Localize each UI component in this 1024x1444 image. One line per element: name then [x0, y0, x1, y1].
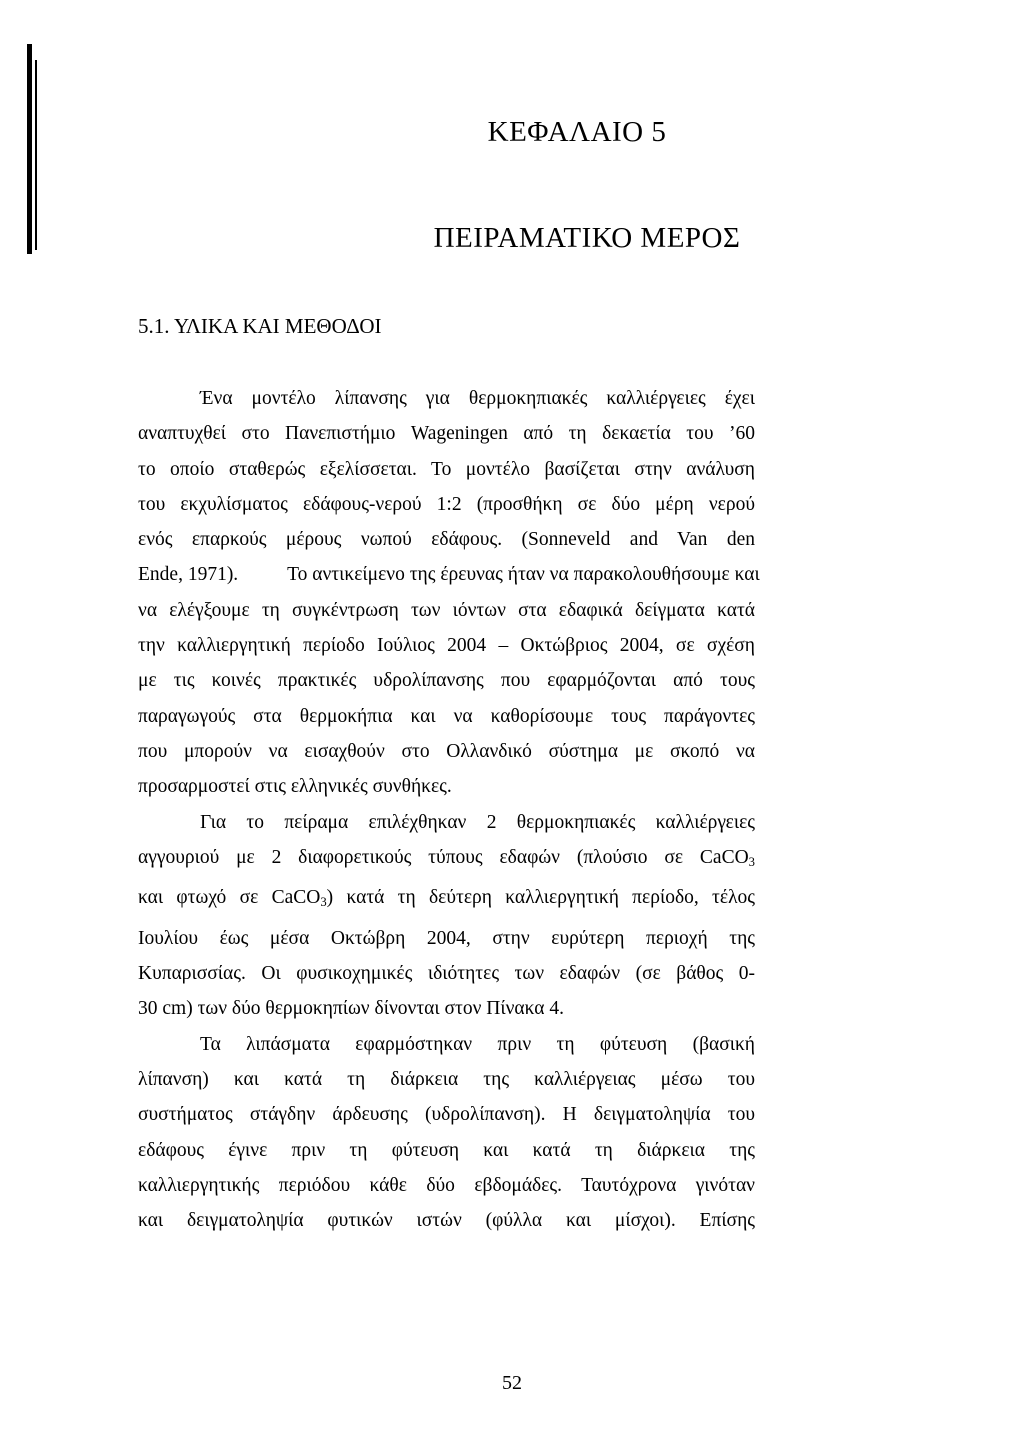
- text-line: να ελέγξουμε τη συγκέντρωση των ιόντων στα εδαφικά δείγματα κατά: [138, 599, 755, 621]
- text-line: και φτωχό σε CaCO$_3$) κατά τη δεύτερη καλλιεργητική περίοδο, τέλος: [138, 887, 755, 910]
- text-line: 30 cm) των δύο θερμοκηπίων δίνονται στον Πίνακα 4.: [138, 998, 565, 1020]
- text-line: Ένα μοντέλο λίπανσης για θερμοκηπιακές καλλιέργειες έχει: [200, 388, 755, 409]
- text-line: την καλλιεργητική περίοδο Ιούλιος 2004 – Οκτώβριος 2004, σε σχέση: [138, 635, 755, 657]
- text-line: του εκχυλίσματος εδάφους-νερού 1:2 (προσθήκη σε δύο μέρη νερού: [138, 493, 755, 515]
- text-line: Τα λιπάσματα εφαρμόστηκαν πριν τη φύτευση (βασική: [200, 1033, 755, 1055]
- binding-edge-rule: [27, 44, 32, 254]
- section-heading: 5.1. ΥΛΙΚΑ ΚΑΙ ΜΕΘΟΔΟΙ: [138, 314, 382, 338]
- part-title: ΠΕΙΡΑΜΑΤΙΚΟ ΜΕΡΟΣ: [433, 222, 741, 254]
- text-line: Ende, 1971). Το αντικείμενο της έρευνας ήταν να παρακολουθήσουμε και: [138, 564, 760, 586]
- text-line: ενός επαρκούς μέρους νωπού εδάφους. (Sonneveld and Van den: [138, 529, 755, 551]
- text-line: Κυπαρισσίας. Οι φυσικοχημικές ιδιότητες των εδαφών (σε βάθος 0-: [138, 963, 755, 985]
- binding-edge-rule-thin: [35, 60, 37, 250]
- text-line: αγγουριού με 2 διαφορετικούς τύπους εδαφών (πλούσιο σε CaCO$_3$: [138, 846, 755, 870]
- text-line: συστήματος στάγδην άρδευσης (υδρολίπανση). Η δειγματοληψία του: [138, 1104, 755, 1126]
- text-line: με τις κοινές πρακτικές υδρολίπανσης που εφαρμόζονται από τους: [138, 670, 755, 692]
- paragraph-start: Το αντικείμενο της έρευνας ήταν να παρακολουθήσουμε και: [287, 564, 760, 586]
- text-line: Για το πείραμα επιλέχθηκαν 2 θερμοκηπιακές καλλιέργειες: [200, 811, 755, 833]
- text-line: καλλιεργητικής περιόδου κάθε δύο εβδομάδες. Ταυτόχρονα γινόταν: [138, 1174, 755, 1196]
- chapter-title: ΚΕΦΑΛΑΙΟ 5: [487, 116, 667, 148]
- text-line: προσαρμοστεί στις ελληνικές συνθήκες.: [138, 776, 452, 798]
- text-line: που μπορούν να εισαχθούν στο Ολλανδικό σύστημα με σκοπό να: [138, 740, 755, 762]
- subscript: 3: [320, 895, 327, 910]
- text-line: και δειγματοληψία φυτικών ιστών (φύλλα και μίσχοι). Επίσης: [138, 1210, 755, 1232]
- text-line: αναπτυχθεί στο Πανεπιστήμιο Wageningen από τη δεκαετία του ’60: [138, 423, 755, 445]
- page-number: 52: [502, 1372, 522, 1394]
- text-line: παραγωγούς στα θερμοκήπια και να καθορίσουμε τους παράγοντες: [138, 705, 755, 727]
- text-line: Ιουλίου έως μέσα Οκτώβρη 2004, στην ευρύτερη περιοχή της: [138, 927, 755, 949]
- text-line: εδάφους έγινε πριν τη φύτευση και κατά τη διάρκεια της: [138, 1139, 755, 1161]
- text-line: λίπανση) και κατά τη διάρκεια της καλλιέργειας μέσω του: [138, 1068, 755, 1090]
- body-text: [138, 381, 760, 1238]
- text-line: το οποίο σταθερώς εξελίσσεται. Το μοντέλο βασίζεται στην ανάλυση: [138, 458, 755, 480]
- subscript: 3: [748, 855, 755, 870]
